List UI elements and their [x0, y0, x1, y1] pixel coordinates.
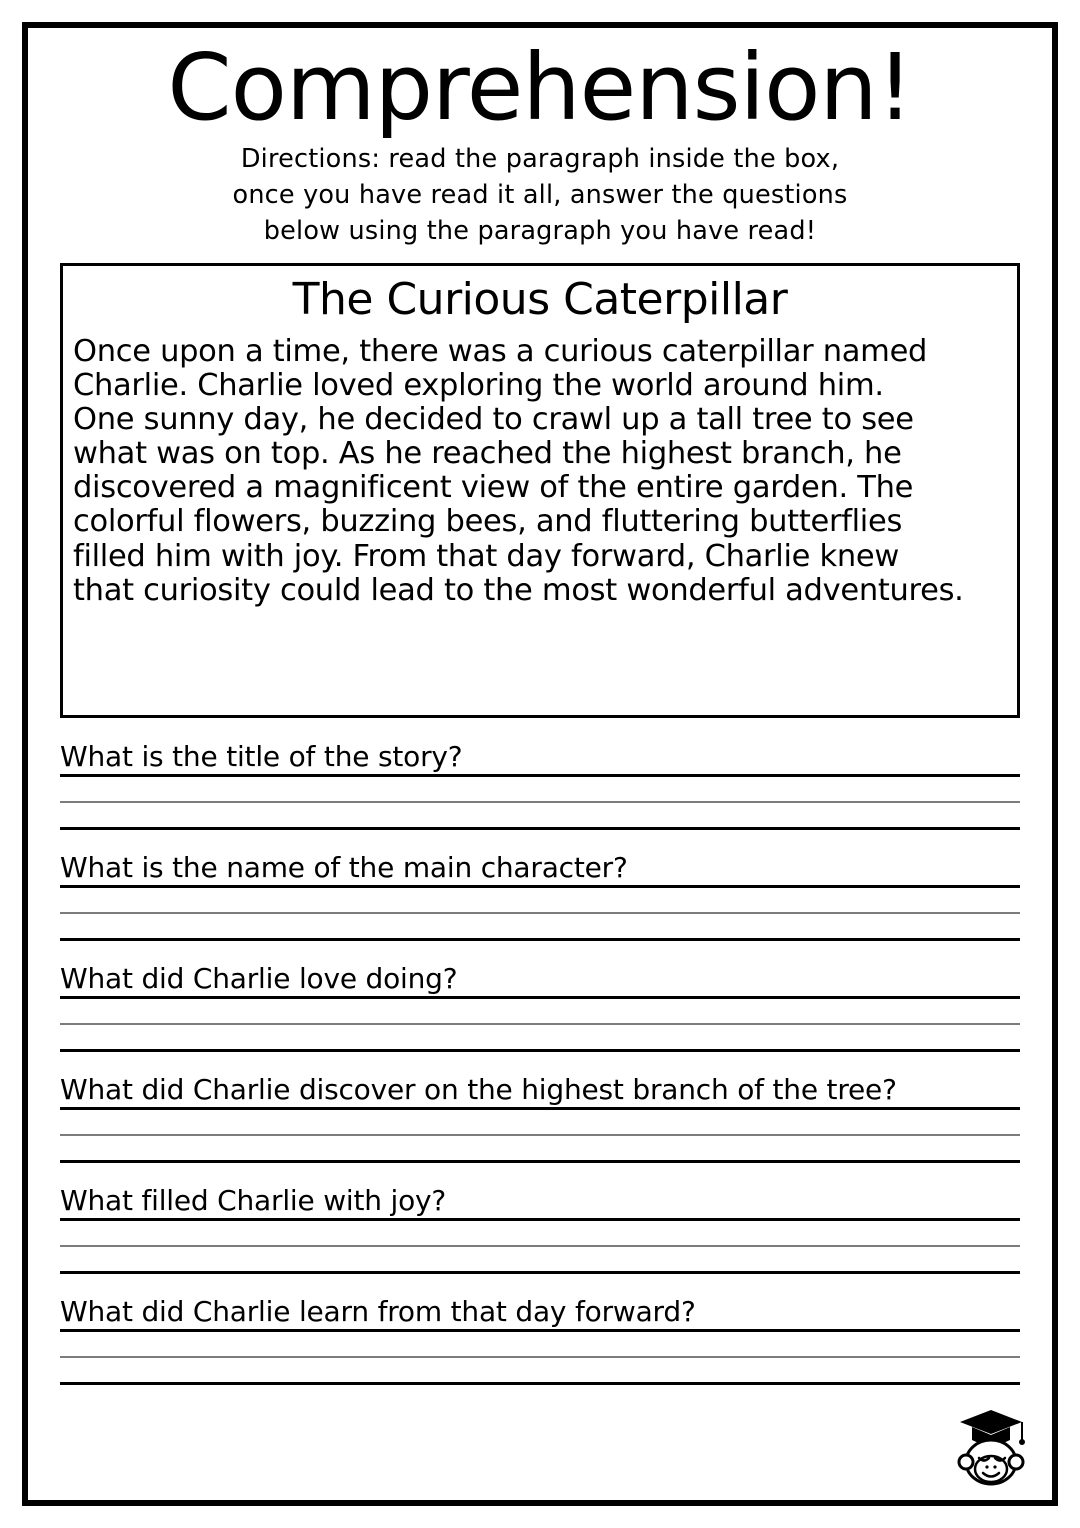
passage-line: discovered a magnificent view of the entire garden. The	[73, 470, 914, 506]
answer-line[interactable]	[60, 1136, 1020, 1163]
passage-line: that curiosity could lead to the most wonderful adventures.	[73, 572, 964, 608]
answer-line[interactable]	[60, 888, 1020, 914]
question-row	[60, 1073, 1020, 1110]
question-block	[60, 851, 1020, 941]
passage-line: Once upon a time, there was a curious caterpillar named	[73, 333, 928, 369]
passage-line: what was on top. As he reached the highest branch, he	[73, 436, 902, 472]
passage-text	[73, 335, 1007, 608]
page-title: Comprehension!	[167, 34, 913, 141]
question-block	[60, 962, 1020, 1052]
answer-line[interactable]	[60, 914, 1020, 941]
question-block	[60, 1073, 1020, 1163]
question-row	[60, 851, 1020, 888]
directions-text	[60, 141, 1020, 250]
directions-line: below using the paragraph you have read!	[263, 216, 817, 246]
answer-line[interactable]	[60, 1332, 1020, 1358]
answer-line[interactable]	[60, 1110, 1020, 1136]
answer-line[interactable]	[60, 777, 1020, 803]
answer-line[interactable]	[60, 1025, 1020, 1052]
answer-line[interactable]	[60, 1358, 1020, 1385]
question-row	[60, 1295, 1020, 1332]
passage-line: Charlie. Charlie loved exploring the world around him.	[73, 367, 884, 403]
worksheet-content	[22, 22, 1058, 1506]
answer-line[interactable]	[60, 1221, 1020, 1247]
question-text: What did Charlie learn from that day forward?	[60, 1295, 696, 1329]
answer-line[interactable]	[60, 1247, 1020, 1274]
question-text: What filled Charlie with joy?	[60, 1184, 447, 1218]
question-row	[60, 962, 1020, 999]
answer-line[interactable]	[60, 803, 1020, 830]
directions-line: Directions: read the paragraph inside the box,	[240, 143, 840, 174]
question-block	[60, 1295, 1020, 1385]
question-text: What is the title of the story?	[60, 740, 463, 774]
question-text: What is the name of the main character?	[60, 851, 628, 885]
questions-list	[60, 740, 1020, 1385]
question-text: What did Charlie discover on the highest branch of the tree?	[60, 1073, 897, 1107]
directions-line: once you have read it all, answer the questions	[232, 179, 848, 210]
passage-title: The Curious Caterpillar	[292, 274, 788, 326]
passage-line: colorful flowers, buzzing bees, and fluttering butterflies	[73, 504, 903, 540]
passage-box	[60, 263, 1020, 718]
answer-line[interactable]	[60, 999, 1020, 1025]
question-block	[60, 1184, 1020, 1274]
passage-line: filled him with joy. From that day forward, Charlie knew	[73, 538, 900, 574]
question-row	[60, 740, 1020, 777]
question-text: What did Charlie love doing?	[60, 962, 458, 996]
question-row	[60, 1184, 1020, 1221]
question-block	[60, 740, 1020, 830]
passage-line: One sunny day, he decided to crawl up a tall tree to see	[73, 401, 914, 437]
